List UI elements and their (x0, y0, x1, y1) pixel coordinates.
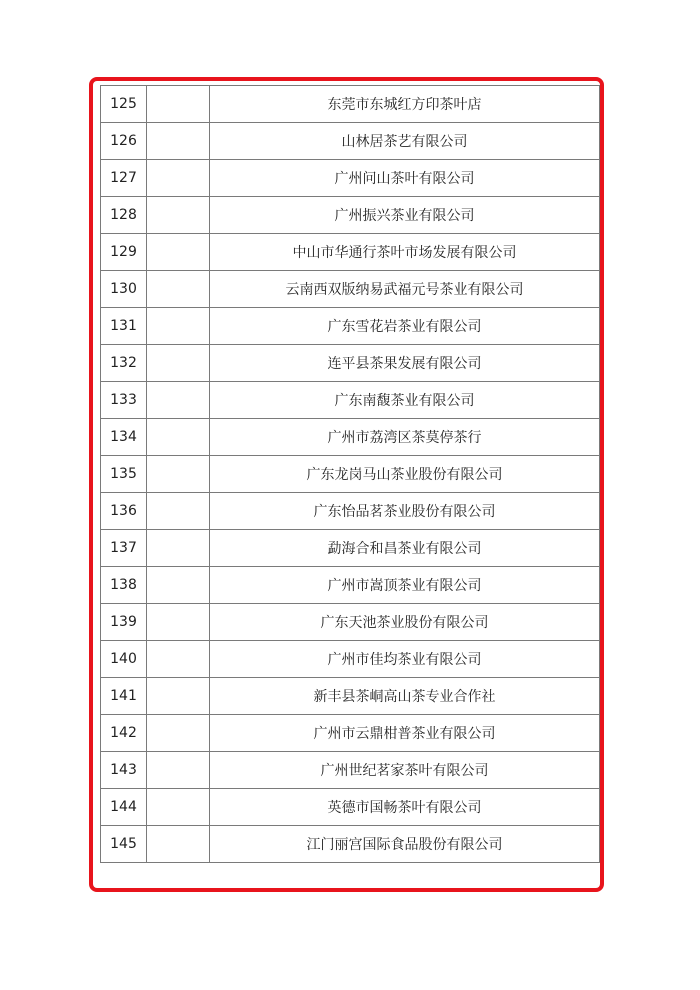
row-number: 144 (101, 789, 147, 826)
empty-cell (147, 382, 210, 419)
empty-cell (147, 789, 210, 826)
table-row (101, 826, 600, 863)
table-row (101, 123, 600, 160)
table-row (101, 308, 600, 345)
row-number: 127 (101, 160, 147, 197)
company-name: 广州市嵩顶茶业有限公司 (210, 567, 600, 604)
empty-cell (147, 826, 210, 863)
company-name: 广东天池茶业股份有限公司 (210, 604, 600, 641)
company-name: 广州市佳均茶业有限公司 (210, 641, 600, 678)
row-number: 140 (101, 641, 147, 678)
empty-cell (147, 493, 210, 530)
table-row (101, 271, 600, 308)
company-name: 广州问山茶叶有限公司 (210, 160, 600, 197)
row-number: 143 (101, 752, 147, 789)
empty-cell (147, 345, 210, 382)
company-table-body (101, 86, 600, 863)
empty-cell (147, 86, 210, 123)
company-name: 连平县茶果发展有限公司 (210, 345, 600, 382)
empty-cell (147, 567, 210, 604)
empty-cell (147, 530, 210, 567)
row-number: 141 (101, 678, 147, 715)
table-row (101, 493, 600, 530)
empty-cell (147, 160, 210, 197)
empty-cell (147, 123, 210, 160)
empty-cell (147, 752, 210, 789)
table-row (101, 160, 600, 197)
empty-cell (147, 715, 210, 752)
row-number: 131 (101, 308, 147, 345)
empty-cell (147, 197, 210, 234)
company-name: 广州市荔湾区茶莫停茶行 (210, 419, 600, 456)
row-number: 129 (101, 234, 147, 271)
table-row (101, 86, 600, 123)
table-row (101, 715, 600, 752)
company-name: 广州振兴茶业有限公司 (210, 197, 600, 234)
empty-cell (147, 234, 210, 271)
table-row (101, 752, 600, 789)
company-name: 江门丽宫国际食品股份有限公司 (210, 826, 600, 863)
empty-cell (147, 641, 210, 678)
row-number: 138 (101, 567, 147, 604)
company-name: 广东龙岗马山茶业股份有限公司 (210, 456, 600, 493)
table-row (101, 234, 600, 271)
company-name: 广东南馥茶业有限公司 (210, 382, 600, 419)
row-number: 135 (101, 456, 147, 493)
table-row (101, 382, 600, 419)
row-number: 125 (101, 86, 147, 123)
table-row (101, 530, 600, 567)
row-number: 139 (101, 604, 147, 641)
empty-cell (147, 419, 210, 456)
company-name: 新丰县茶峒高山茶专业合作社 (210, 678, 600, 715)
table-row (101, 567, 600, 604)
company-name: 勐海合和昌茶业有限公司 (210, 530, 600, 567)
row-number: 136 (101, 493, 147, 530)
row-number: 130 (101, 271, 147, 308)
table-row (101, 678, 600, 715)
company-name: 广东怡品茗茶业股份有限公司 (210, 493, 600, 530)
row-number: 134 (101, 419, 147, 456)
empty-cell (147, 456, 210, 493)
empty-cell (147, 271, 210, 308)
company-name: 中山市华通行茶叶市场发展有限公司 (210, 234, 600, 271)
company-table (100, 85, 600, 863)
row-number: 132 (101, 345, 147, 382)
table-row (101, 419, 600, 456)
empty-cell (147, 678, 210, 715)
row-number: 142 (101, 715, 147, 752)
company-name: 云南西双版纳易武福元号茶业有限公司 (210, 271, 600, 308)
company-name: 东莞市东城红方印茶叶店 (210, 86, 600, 123)
empty-cell (147, 308, 210, 345)
row-number: 133 (101, 382, 147, 419)
company-name: 广州市云鼎柑普茶业有限公司 (210, 715, 600, 752)
table-row (101, 345, 600, 382)
row-number: 145 (101, 826, 147, 863)
row-number: 126 (101, 123, 147, 160)
company-name: 山林居茶艺有限公司 (210, 123, 600, 160)
table-row (101, 604, 600, 641)
row-number: 137 (101, 530, 147, 567)
company-name: 广东雪花岩茶业有限公司 (210, 308, 600, 345)
table-row (101, 789, 600, 826)
table-row (101, 456, 600, 493)
row-number: 128 (101, 197, 147, 234)
empty-cell (147, 604, 210, 641)
table-row (101, 641, 600, 678)
company-name: 广州世纪茗家茶叶有限公司 (210, 752, 600, 789)
company-name: 英德市国畅茶叶有限公司 (210, 789, 600, 826)
table-row (101, 197, 600, 234)
